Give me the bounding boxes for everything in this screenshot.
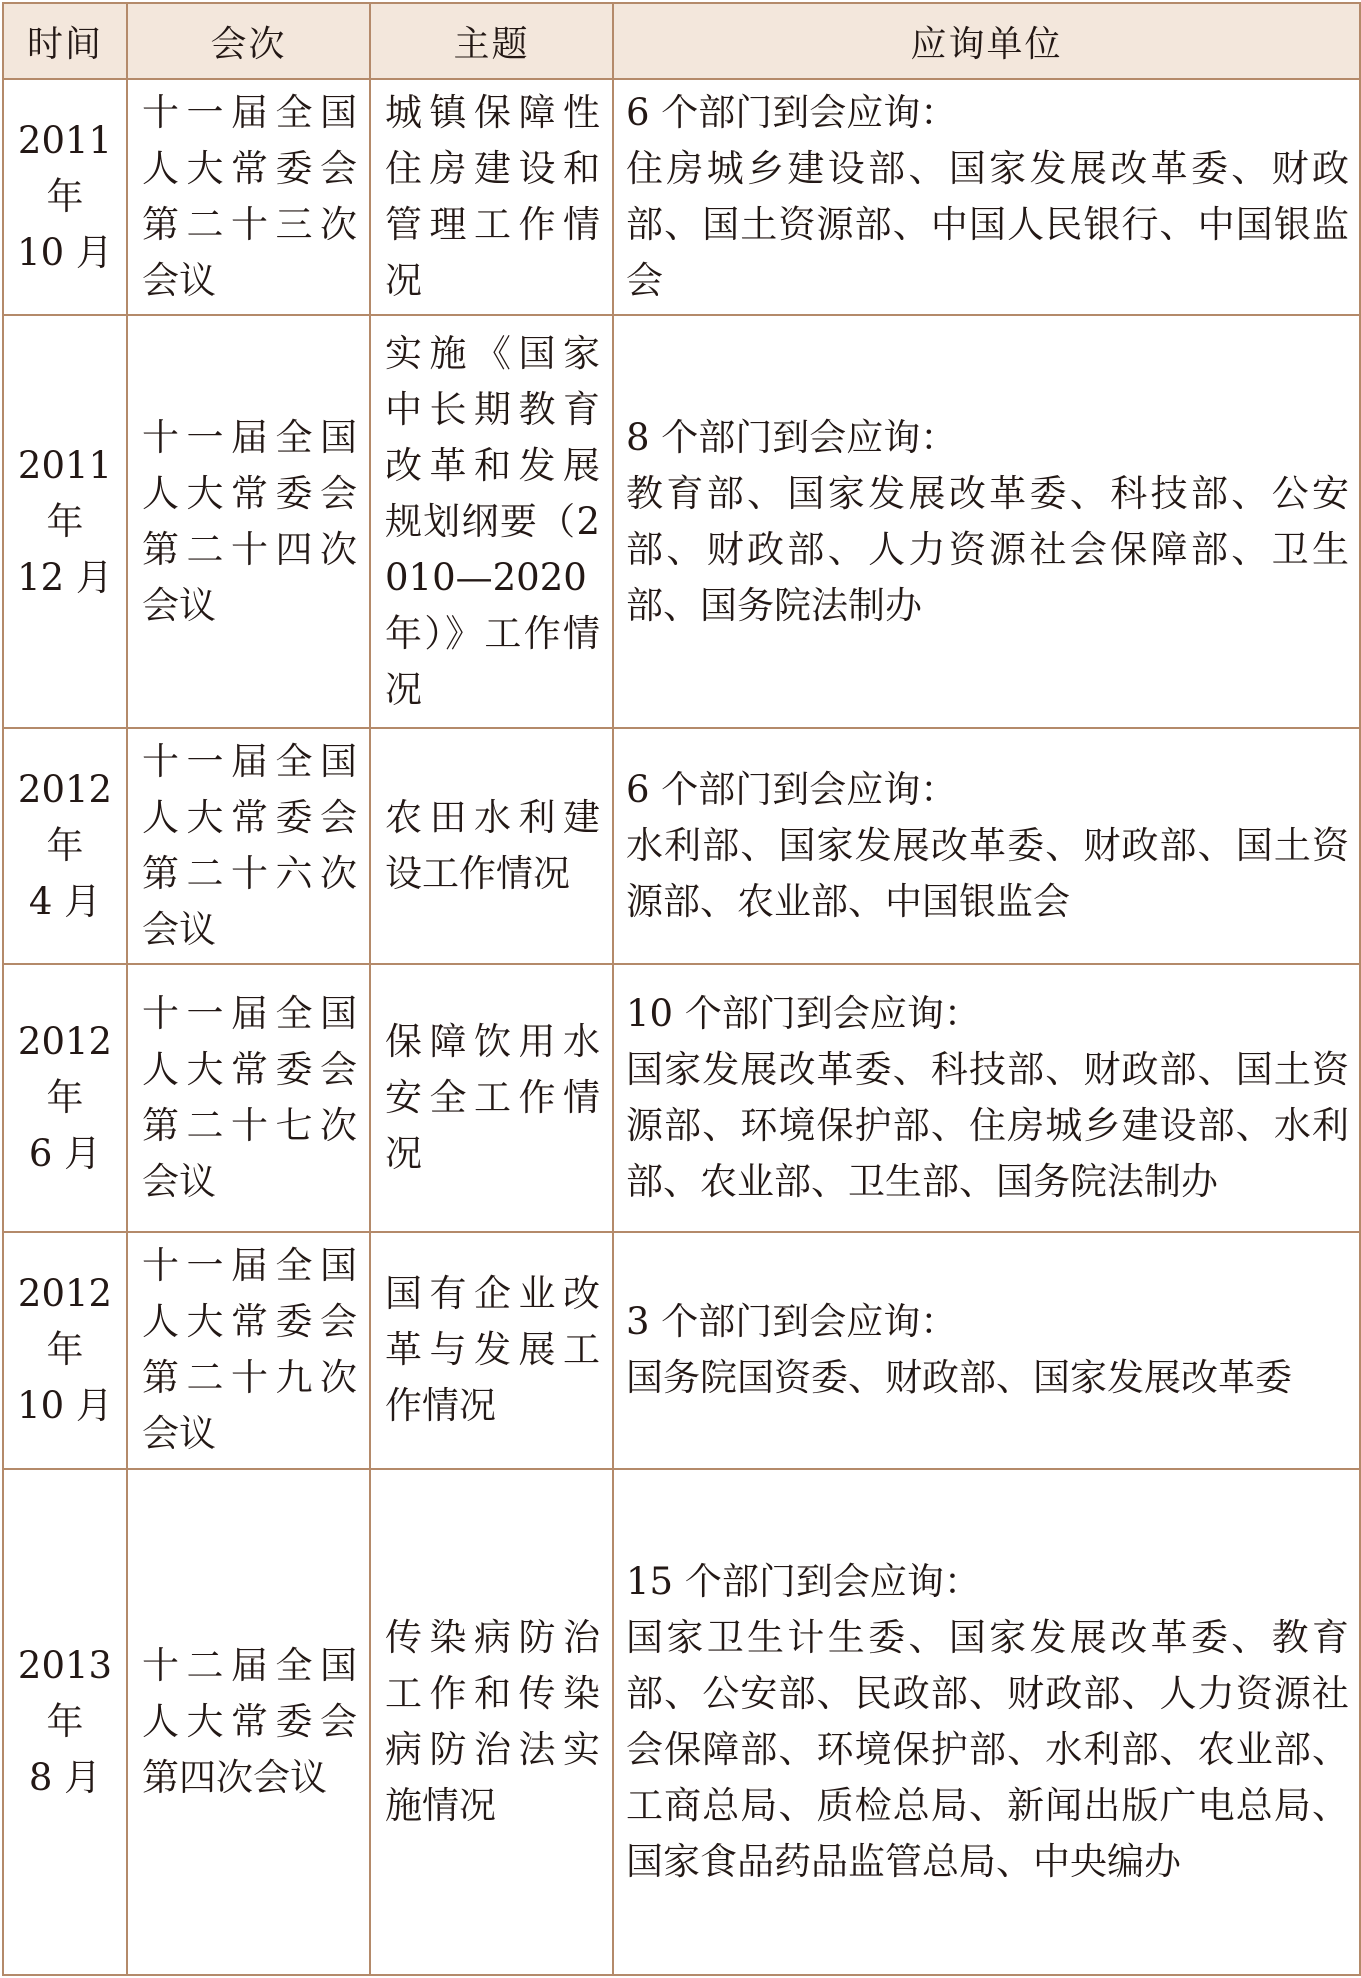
units-list: 水利部、国家发展改革委、财政部、国土资源部、农业部、中国银监会 — [626, 823, 1349, 923]
session-cell: 十二届全国人大常委会第四次会议 — [127, 1469, 370, 1975]
time-month: 10 月 — [17, 1384, 113, 1428]
table-row — [3, 315, 1360, 727]
time-year: 2012 年 — [17, 767, 113, 867]
table-row — [3, 728, 1360, 964]
time-month: 4 月 — [28, 879, 102, 923]
time-month: 12 月 — [17, 555, 113, 599]
units-list: 国务院国资委、财政部、国家发展改革委 — [626, 1356, 1292, 1400]
header-time: 时间 — [3, 3, 127, 79]
time-month: 8 月 — [28, 1755, 102, 1799]
header-session: 会次 — [127, 3, 370, 79]
topic-cell: 传染病防治工作和传染病防治法实施情况 — [370, 1469, 613, 1975]
units-count: 10 个部门到会应询： — [626, 992, 981, 1036]
units-count: 6 个部门到会应询： — [626, 91, 958, 135]
table-row — [3, 79, 1360, 315]
time-cell — [3, 315, 127, 727]
time-year: 2012 年 — [17, 1272, 113, 1372]
header-row — [3, 3, 1360, 79]
time-cell — [3, 728, 127, 964]
units-cell — [613, 1469, 1360, 1975]
time-year: 2011 年 — [17, 443, 113, 543]
units-count: 3 个部门到会应询： — [626, 1300, 958, 1344]
session-cell: 十一届全国人大常委会第二十三次会议 — [127, 79, 370, 315]
units-cell — [613, 315, 1360, 727]
topic-cell: 实施《国家中长期教育改革和发展规划纲要（2010—2020年）》工作情况 — [370, 315, 613, 727]
units-cell — [613, 1232, 1360, 1468]
time-year: 2013 年 — [17, 1643, 113, 1743]
time-cell — [3, 79, 127, 315]
session-cell: 十一届全国人大常委会第二十四次会议 — [127, 315, 370, 727]
header-topic: 主题 — [370, 3, 613, 79]
table-row — [3, 1469, 1360, 1975]
units-list: 住房城乡建设部、国家发展改革委、财政部、国土资源部、中国人民银行、中国银监会 — [626, 147, 1349, 303]
table-row — [3, 964, 1360, 1232]
time-cell — [3, 1232, 127, 1468]
session-cell: 十一届全国人大常委会第二十九次会议 — [127, 1232, 370, 1468]
topic-cell: 农田水利建设工作情况 — [370, 728, 613, 964]
units-list: 国家卫生计生委、国家发展改革委、教育部、公安部、民政部、财政部、人力资源社会保障部、环境保护部、水利部、农业部、工商总局、质检总局、新闻出版广电总局、国家食品药品监管总局、中央编办 — [626, 1615, 1349, 1883]
units-list: 教育部、国家发展改革委、科技部、公安部、财政部、人力资源社会保障部、卫生部、国务院法制办 — [626, 471, 1349, 627]
time-month: 10 月 — [17, 231, 113, 275]
session-cell: 十一届全国人大常委会第二十六次会议 — [127, 728, 370, 964]
units-count: 8 个部门到会应询： — [626, 415, 958, 459]
time-month: 6 月 — [28, 1132, 102, 1176]
units-count: 15 个部门到会应询： — [626, 1559, 981, 1603]
inquiry-table — [2, 2, 1361, 1976]
units-list: 国家发展改革委、科技部、财政部、国土资源部、环境保护部、住房城乡建设部、水利部、农业部、卫生部、国务院法制办 — [626, 1048, 1349, 1204]
units-count: 6 个部门到会应询： — [626, 767, 958, 811]
time-year: 2011 年 — [17, 119, 113, 219]
units-cell — [613, 728, 1360, 964]
header-units: 应询单位 — [613, 3, 1360, 79]
table-row — [3, 1232, 1360, 1468]
units-cell — [613, 964, 1360, 1232]
topic-cell: 国有企业改革与发展工作情况 — [370, 1232, 613, 1468]
time-year: 2012 年 — [17, 1020, 113, 1120]
time-cell — [3, 1469, 127, 1975]
units-cell — [613, 79, 1360, 315]
topic-cell: 保障饮用水安全工作情况 — [370, 964, 613, 1232]
session-cell: 十一届全国人大常委会第二十七次会议 — [127, 964, 370, 1232]
time-cell — [3, 964, 127, 1232]
topic-cell: 城镇保障性住房建设和管理工作情况 — [370, 79, 613, 315]
